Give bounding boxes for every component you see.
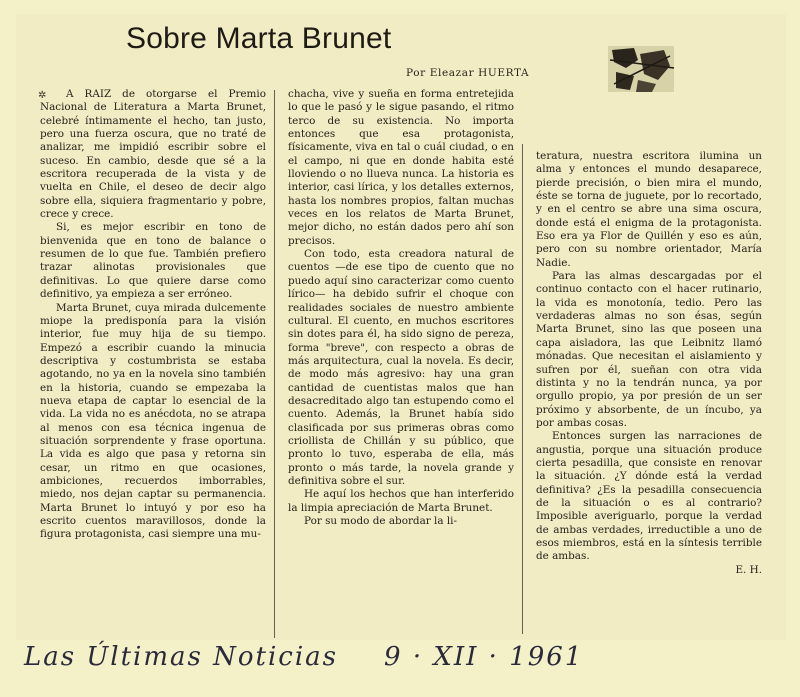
handwritten-source: Las Últimas Noticias: [24, 642, 339, 672]
article-title: Sobre Marta Brunet: [126, 22, 392, 55]
paragraph: Por su modo de abordar la li-: [304, 515, 458, 527]
paragraph: Marta Brunet, cuya mirada dulcemente miope la predisponía para la visión interior, fue muy hija de su tiempo. Empezó a escribir cuando la minucia descriptiva y costumbrista se estaba agotando, no ya en la novela sino también en la historia, cuando se empezaba la nueva etapa de captar lo esencial de la vida. La vida no es anécdota, no se atrapa al menos con esa técnica ingenua de situación sorprendente y frase oportuna. La vida es algo que pasa y retorna sin cesar, un ritmo en que ocasiones, ambiciones, recuerdos imborrables, miedo, nos dejan captar su permanencia. Marta Brunet lo intuyó y por eso ha escrito cuentos maravillosos, donde la figura protagonista, casi siempre una mu-: [40, 301, 266, 541]
column-divider: [274, 90, 275, 638]
paragraph: Si, es mejor escribir en tono de bienvenida que en tono de balance o resumen de lo que fue. También prefiero trazar alinotas provisionales que definitivas. Lo que quiere darse como definitivo, ya empieza a ser erróneo.: [40, 221, 266, 301]
paragraph: Entonces surgen las narraciones de angustia, porque una situación produce cierta pesadilla, que consiste en renovar la situación. ¿Y dónde está la verdad definitiva? ¿Es la pesadilla consecuencia de la situación o es al contrario? Imposible averiguarlo, porque la verdad de ambas verdades, irreductible a uno de esos miembros, está en la síntesis terrible de ambas.: [536, 430, 762, 563]
article-column-1: [40, 88, 266, 542]
author-initials: E. H.: [735, 563, 762, 576]
paragraph: Para las almas descargadas por el continuo contacto con el hacer rutinario, la vida es monotonía, tedio. Pero las verdaderas almas no son ésas, según Marta Brunet, sino las que poseen una capa aisladora, las que Leibnitz llamó mónadas. Que necesitan el aislamiento y sufren por él, sueñan con otra vida distinta y no la tendrán nunca, ya por orgullo propio, ya por presión de un ser próximo y absorbente, de un íncubo, ya por ambas cosas.: [536, 270, 762, 429]
ornament-icon: ✲: [38, 90, 47, 101]
column-divider: [522, 144, 523, 634]
paragraph: teratura, nuestra escritora ilumina un alma y entonces el mundo desaparece, pierde precisión, o bien mira el mundo, éste se torna de juguete, por lo recortado, y en el centro se abre una sima oscura, donde está el enigma de la protagonista. Eso era ya Flor de Quillén y eso es aún, pero con su nombre orientador, María Nadie.: [536, 150, 762, 269]
article-column-2: [288, 88, 514, 528]
newspaper-clipping: [16, 14, 786, 640]
illustration-icon: [604, 40, 680, 98]
article-byline: Por Eleazar HUERTA: [406, 67, 530, 79]
paragraph: Con todo, esta creadora natural de cuentos —de ese tipo de cuento que no puedo aquí sino caracterizar como cuento lírico— ha debido sufrir el choque con realidades sociales de nuestro ambiente cultural. El cuento, en muchos escritores sin dotes para él, ha sido signo de pereza, forma "breve", con respecto a obras de más arquitectura, cual la novela. Es decir, de modo más agresivo: hay una gran cantidad de cuentistas malos que han desacreditado algo tan estupendo como el cuento. Además, la Brunet había sido clasificada por sus primeras obras como criollista de Chillán y su público, que pronto lo tuvo, esperaba de ella, más pronto o más tarde, la novela grande y definitiva sobre el sur.: [288, 248, 514, 487]
handwritten-date: 9 · XII · 1961: [384, 642, 584, 672]
paragraph: He aquí los hechos que han interferido la limpia apreciación de Marta Brunet.: [288, 488, 514, 514]
paragraph: chacha, vive y sueña en forma entretejida lo que le pasó y le sigue pasando, el ritmo terco de su existencia. No importa entonces que esa protagonista, físicamente, viva en tal o cuál ciudad, o en el campo, ni que en donde habita esté lloviendo o no lluevа nunca. La historia es interior, casi lírica, y los detalles externos, hasta los nombres propios, faltan muchas veces en los relatos de Marta Brunet, mejor dicho, no están dados pero ahí son precisos.: [288, 88, 514, 247]
article-column-3: [536, 150, 762, 577]
handwritten-annotation: [24, 642, 583, 672]
paragraph: A RAIZ de otorgarse el Premio Nacional de Literatura a Marta Brunet, celebré íntimamente el hecho, tan justo, pero una fuerza oscura, que no traté de analizar, me impidió escribir sobre el suceso. En cambio, desde que sé a la escritora recuperada de la vista y de vuelta en Chile, el deseo de decir algo sobre ella, siquiera fragmentario y pobre, crece y crece.: [40, 88, 266, 221]
